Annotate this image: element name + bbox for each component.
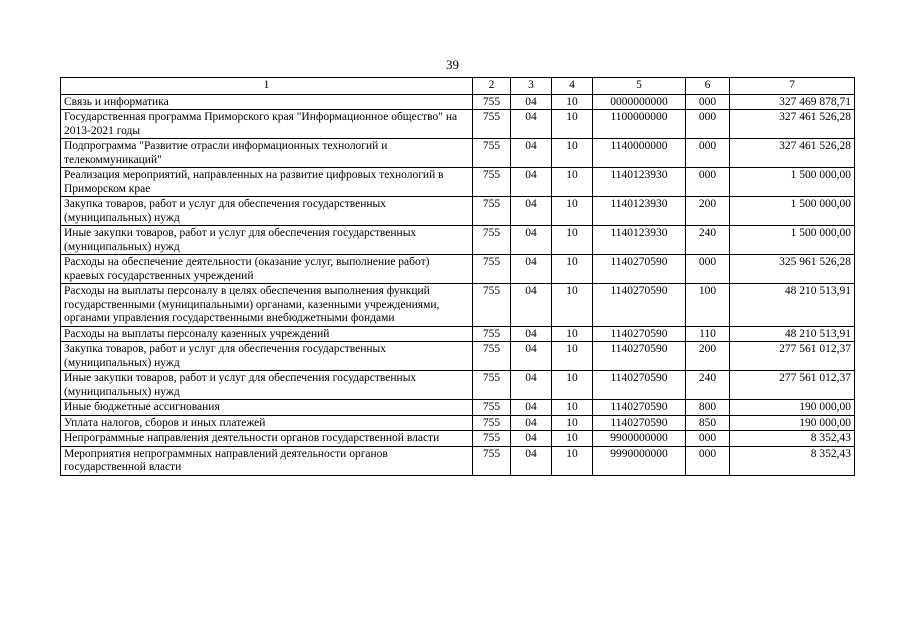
ministry-code-cell: 755 (473, 371, 511, 400)
section-code-cell: 04 (511, 226, 552, 255)
column-header: 3 (511, 78, 552, 95)
section-code-cell: 04 (511, 94, 552, 110)
target-article-cell: 1140270590 (593, 255, 686, 284)
table-row (61, 342, 855, 371)
expense-type-cell: 100 (686, 284, 730, 327)
table-row (61, 110, 855, 139)
ministry-code-cell: 755 (473, 168, 511, 197)
subsection-code-cell: 10 (552, 94, 593, 110)
subsection-code-cell: 10 (552, 110, 593, 139)
table-row (61, 226, 855, 255)
row-name-cell: Непрограммные направления деятельности органов государственной власти (61, 431, 473, 447)
amount-cell: 1 500 000,00 (730, 168, 855, 197)
row-name-cell: Расходы на обеспечение деятельности (оказание услуг, выполнение работ) краевых государственных учреждений (61, 255, 473, 284)
section-code-cell: 04 (511, 342, 552, 371)
subsection-code-cell: 10 (552, 284, 593, 327)
subsection-code-cell: 10 (552, 415, 593, 431)
table-row (61, 94, 855, 110)
budget-table (60, 77, 855, 476)
section-code-cell: 04 (511, 415, 552, 431)
target-article-cell: 9990000000 (593, 446, 686, 475)
section-code-cell: 04 (511, 371, 552, 400)
expense-type-cell: 000 (686, 168, 730, 197)
amount-cell: 8 352,43 (730, 446, 855, 475)
expense-type-cell: 000 (686, 431, 730, 447)
target-article-cell: 1140270590 (593, 342, 686, 371)
section-code-cell: 04 (511, 168, 552, 197)
ministry-code-cell: 755 (473, 255, 511, 284)
expense-type-cell: 240 (686, 371, 730, 400)
row-name-cell: Иные закупки товаров, работ и услуг для обеспечения государственных (муниципальных) нужд (61, 371, 473, 400)
row-name-cell: Реализация мероприятий, направленных на развитие цифровых технологий в Приморском крае (61, 168, 473, 197)
subsection-code-cell: 10 (552, 446, 593, 475)
table-row (61, 255, 855, 284)
row-name-cell: Государственная программа Приморского края "Информационное общество" на 2013-2021 годы (61, 110, 473, 139)
row-name-cell: Иные бюджетные ассигнования (61, 400, 473, 416)
subsection-code-cell: 10 (552, 139, 593, 168)
amount-cell: 48 210 513,91 (730, 326, 855, 342)
column-header: 7 (730, 78, 855, 95)
expense-type-cell: 000 (686, 255, 730, 284)
table-row (61, 400, 855, 416)
table-row (61, 139, 855, 168)
table-row (61, 415, 855, 431)
target-article-cell: 1140270590 (593, 326, 686, 342)
target-article-cell: 1140123930 (593, 168, 686, 197)
ministry-code-cell: 755 (473, 415, 511, 431)
subsection-code-cell: 10 (552, 168, 593, 197)
section-code-cell: 04 (511, 284, 552, 327)
ministry-code-cell: 755 (473, 284, 511, 327)
section-code-cell: 04 (511, 110, 552, 139)
expense-type-cell: 000 (686, 110, 730, 139)
target-article-cell: 1140123930 (593, 197, 686, 226)
section-code-cell: 04 (511, 139, 552, 168)
target-article-cell: 1140270590 (593, 284, 686, 327)
amount-cell: 327 461 526,28 (730, 139, 855, 168)
target-article-cell: 1140270590 (593, 371, 686, 400)
page-number: 39 (446, 57, 459, 72)
amount-cell: 8 352,43 (730, 431, 855, 447)
section-code-cell: 04 (511, 446, 552, 475)
table-row (61, 284, 855, 327)
table-row (61, 446, 855, 475)
expense-type-cell: 200 (686, 342, 730, 371)
expense-type-cell: 000 (686, 139, 730, 168)
expense-type-cell: 000 (686, 94, 730, 110)
ministry-code-cell: 755 (473, 197, 511, 226)
subsection-code-cell: 10 (552, 342, 593, 371)
section-code-cell: 04 (511, 431, 552, 447)
ministry-code-cell: 755 (473, 110, 511, 139)
subsection-code-cell: 10 (552, 326, 593, 342)
amount-cell: 277 561 012,37 (730, 342, 855, 371)
row-name-cell: Связь и информатика (61, 94, 473, 110)
ministry-code-cell: 755 (473, 139, 511, 168)
ministry-code-cell: 755 (473, 94, 511, 110)
section-code-cell: 04 (511, 326, 552, 342)
subsection-code-cell: 10 (552, 255, 593, 284)
amount-cell: 48 210 513,91 (730, 284, 855, 327)
subsection-code-cell: 10 (552, 371, 593, 400)
amount-cell: 327 461 526,28 (730, 110, 855, 139)
table-row (61, 168, 855, 197)
target-article-cell: 1140000000 (593, 139, 686, 168)
target-article-cell: 1140123930 (593, 226, 686, 255)
amount-cell: 277 561 012,37 (730, 371, 855, 400)
column-header: 1 (61, 78, 473, 95)
ministry-code-cell: 755 (473, 446, 511, 475)
amount-cell: 325 961 526,28 (730, 255, 855, 284)
target-article-cell: 0000000000 (593, 94, 686, 110)
header-row (61, 78, 855, 95)
ministry-code-cell: 755 (473, 326, 511, 342)
amount-cell: 1 500 000,00 (730, 226, 855, 255)
table-body (61, 94, 855, 475)
subsection-code-cell: 10 (552, 197, 593, 226)
table-row (61, 197, 855, 226)
row-name-cell: Подпрограмма "Развитие отрасли информационных технологий и телекоммуникаций" (61, 139, 473, 168)
column-header: 5 (593, 78, 686, 95)
row-name-cell: Закупка товаров, работ и услуг для обеспечения государственных (муниципальных) нужд (61, 342, 473, 371)
row-name-cell: Закупка товаров, работ и услуг для обеспечения государственных (муниципальных) нужд (61, 197, 473, 226)
amount-cell: 1 500 000,00 (730, 197, 855, 226)
ministry-code-cell: 755 (473, 226, 511, 255)
row-name-cell: Расходы на выплаты персоналу казенных учреждений (61, 326, 473, 342)
amount-cell: 190 000,00 (730, 415, 855, 431)
expense-type-cell: 110 (686, 326, 730, 342)
expense-type-cell: 800 (686, 400, 730, 416)
row-name-cell: Расходы на выплаты персоналу в целях обеспечения выполнения функций государственными (муниципальными) органами, казенными учреждениями, органами управления государственными внебюджетными фондами (61, 284, 473, 327)
target-article-cell: 1100000000 (593, 110, 686, 139)
subsection-code-cell: 10 (552, 226, 593, 255)
expense-type-cell: 240 (686, 226, 730, 255)
expense-type-cell: 200 (686, 197, 730, 226)
column-header: 4 (552, 78, 593, 95)
target-article-cell: 1140270590 (593, 415, 686, 431)
ministry-code-cell: 755 (473, 431, 511, 447)
column-header: 6 (686, 78, 730, 95)
column-header: 2 (473, 78, 511, 95)
table-row (61, 431, 855, 447)
section-code-cell: 04 (511, 197, 552, 226)
table-row (61, 326, 855, 342)
subsection-code-cell: 10 (552, 431, 593, 447)
expense-type-cell: 850 (686, 415, 730, 431)
row-name-cell: Мероприятия непрограммных направлений деятельности органов государственной власти (61, 446, 473, 475)
amount-cell: 327 469 878,71 (730, 94, 855, 110)
row-name-cell: Иные закупки товаров, работ и услуг для обеспечения государственных (муниципальных) нужд (61, 226, 473, 255)
section-code-cell: 04 (511, 255, 552, 284)
ministry-code-cell: 755 (473, 342, 511, 371)
target-article-cell: 9900000000 (593, 431, 686, 447)
expense-type-cell: 000 (686, 446, 730, 475)
amount-cell: 190 000,00 (730, 400, 855, 416)
target-article-cell: 1140270590 (593, 400, 686, 416)
section-code-cell: 04 (511, 400, 552, 416)
table-row (61, 371, 855, 400)
subsection-code-cell: 10 (552, 400, 593, 416)
ministry-code-cell: 755 (473, 400, 511, 416)
row-name-cell: Уплата налогов, сборов и иных платежей (61, 415, 473, 431)
